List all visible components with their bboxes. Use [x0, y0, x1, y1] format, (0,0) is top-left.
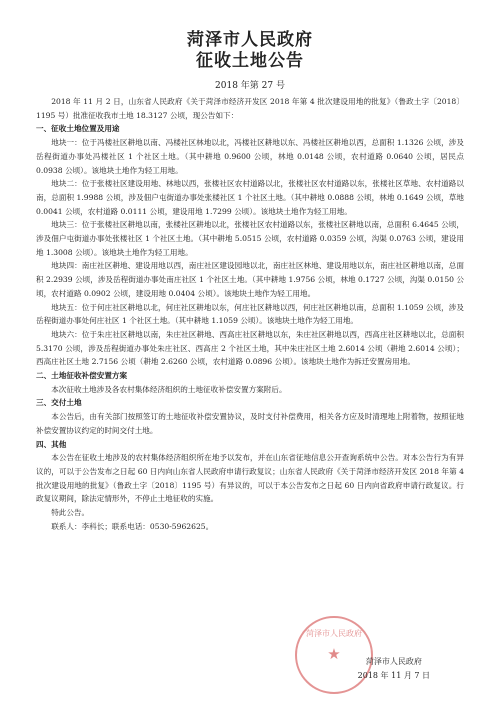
document-title-line2: 征收土地公告 — [196, 51, 304, 71]
parcel-2-paragraph: 地块二：位于张楼社区建设用地、林地以西，张楼社区农村道路以北，张楼社区农村道路以东，张楼社区草地、农村道路以南，总面积 1.9988 公顷，涉及佃户屯街道办事处张楼社区 1 个社区土地。（其中耕地 0.0888 公顷，林地 0.1649 公顷，草地 0.0041 公顷，农村道路 0.0111 公顷，建设用地 1.7299 公顷）。该地块土地作为轻工用地。 — [36, 179, 464, 216]
document-title-line1: 菏泽市人民政府 — [187, 30, 313, 50]
signature-date: 2018 年 11 月 7 日 — [357, 671, 430, 680]
parcel-1-paragraph: 地块一：位于冯楼社区耕地以南、冯楼社区林地以北，冯楼社区耕地以东、冯楼社区耕地以西，总面积 1.1326 公顷，涉及岳程街道办事处冯楼社区 1 个社区土地。（其中耕地 0.9600 公顷，林地 0.0148 公顷，农村道路 0.0640 公顷，居民点 0.0938 公顷）。该地块土地作为轻工用地。 — [36, 138, 464, 175]
delivery-paragraph: 本公告后，由有关部门按照签订的土地征收补偿安置协议，及时支付补偿费用，相关各方应及时清理地上附着物，按照征地补偿安置协议约定的时间交付土地。 — [36, 412, 464, 435]
parcel-6-paragraph: 地块六：位于朱庄社区耕地以南，朱庄社区耕地、西高庄社区耕地以东，朱庄社区耕地以西，西高庄社区耕地以北，总面积 5.3170 公顷，涉及岳程街道办事处朱庄社区、西高庄 2 个社区土地，其中朱庄社区土地 2.6014 公顷（耕地 2.6014 公顷）；西高庄社区土地 2.7156 公顷（耕地 2.6260 公顷，农村道路 0.0896 公顷）。该地块土地作为拆迁安置房用地。 — [36, 329, 464, 367]
contact-paragraph: 联系人：李科长；联系电话：0530-5962625。 — [51, 521, 214, 531]
signature-org: 菏泽市人民政府 — [365, 657, 422, 666]
section-heading-4: 四、其他 — [36, 439, 67, 449]
parcel-4-paragraph: 地块四：南庄社区耕地、建设用地以西，南庄社区建设园地以北，南庄社区林地、建设用地以东，南庄社区耕地以南，总面积 2.2939 公顷，涉及岳程街道办事处南庄社区 1 个社区土地。（其中耕地 1.9756 公顷，林地 0.1727 公顷，沟渠 0.0150 公顷，农村道路 0.0902 公顷，建设用地 0.0404 公顷）。该地块土地作为轻工用地。 — [36, 261, 464, 298]
compensation-paragraph: 本次征收土地涉及各农村集体经济组织的土地征收补偿安置方案附后。 — [51, 384, 287, 394]
document-number: 2018 年第 27 号 — [215, 81, 285, 91]
parcel-5-paragraph: 地块五：位于何庄社区耕地以北，何庄社区耕地以东，何庄社区耕地以西，何庄社区耕地以南，总面积 1.1059 公顷，涉及岳程街道办事处何庄社区 1 个社区土地。（其中耕地 1.1059 公顷）。该地块土地作为轻工用地。 — [36, 302, 464, 326]
seal-text: 菏泽市人民政府 — [306, 629, 362, 638]
parcel-3-paragraph: 地块三：位于张楼社区耕地以南，张楼社区耕地以北，张楼社区农村道路以东，张楼社区耕地以南，总面积 6.4645 公顷，涉及佃户屯街道办事处张楼社区 1 个社区土地。（其中耕地 5.0515 公顷，农村道路 0.0359 公顷，沟渠 0.0763 公顷，建设用地 1.3008 公顷）。该地块土地作为轻工用地。 — [36, 220, 464, 257]
intro-paragraph: 2018 年 11 月 2 日，山东省人民政府《关于菏泽市经济开发区 2018 年第 4 批次建设用地的批复》（鲁政土字〔2018〕1195 号）批准征收我市土地 18.3127 公顷，现公告如下： — [36, 97, 464, 120]
section-heading-3: 三、交付土地 — [36, 398, 82, 408]
signature-block — [358, 655, 430, 683]
seal-star-icon: ★ — [327, 645, 341, 663]
section-heading-2: 二、土地征收补偿安置方案 — [36, 371, 128, 381]
closing-paragraph: 特此公告。 — [51, 508, 90, 518]
document-body — [36, 95, 464, 534]
section-heading-1: 一、征收土地位置及用途 — [36, 124, 120, 134]
other-paragraph: 本公告在征收土地涉及的农村集体经济组织所在地予以发布，并在山东省征地信息公开查询系统中公告。对本公告行为有异议的，可以于公告发布之日起 60 日内向山东省人民政府申请行政复议；山东省人民政府《关于菏泽市经济开发区 2018 年第 4 批次建设用地的批复》（鲁政土字〔2018〕1195 号）有异议的，可以于本公告发布之日起 60 日内向省政府申请行政复议。行政复议期间，除法定情形外，不停止土地征收的实施。 — [36, 453, 464, 504]
